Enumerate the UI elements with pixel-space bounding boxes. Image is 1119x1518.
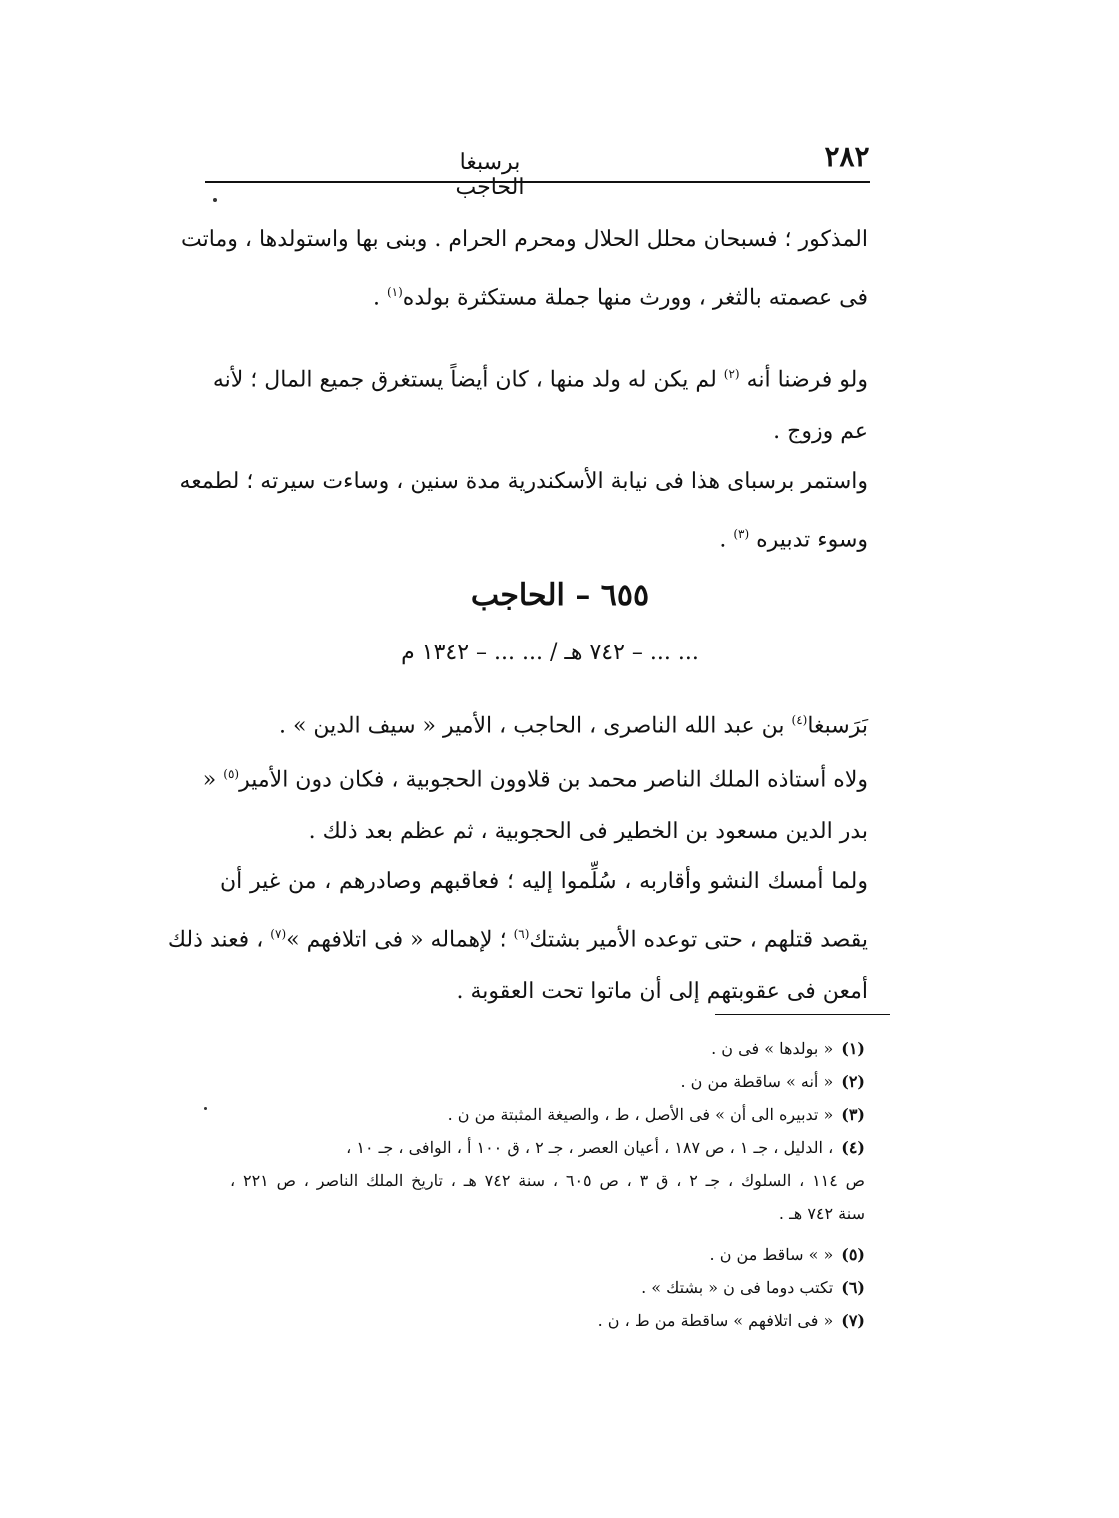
footnote-4-continued: سنة ٧٤٢ هـ . [778,1204,865,1223]
footnotes [230,1032,865,1230]
text-line: بَرَسبغا$^{(٤)}$ بن عبد الله الناصرى ، الحاجب ، الأمير « سيف الدين » . [278,713,868,739]
footnote-marker: (٦) [513,927,530,941]
entry-heading: ٦٥٥ – الحاجب [470,578,650,613]
footnote-4-continued: ص ١١٤ ، السلوك ، جـ ٢ ، ق ٣ ، ص ٦٠٥ ، سنة ٧٤٢ هـ ، تاريخ الملك الناصر ، ص ٢٢١ ، [230,1171,866,1190]
scan-speck [204,1107,207,1110]
text-line: واستمر برسباى هذا فى نيابة الأسكندرية مدة سنين ، وساءت سيرته ؛ لطمعه [179,469,868,494]
footnote-marker: (١) [386,285,403,299]
footnote-5: (٥)« » ساقط من ن . [709,1245,865,1264]
text-line: ولاه أستاذه الملك الناصر محمد بن قلاوون الحجوبية ، فكان دون الأمير$^{(٥)}$ « [202,767,868,793]
text-line: عم وزوج . [773,419,868,445]
footnotes-continued [230,1238,865,1337]
text-line: فى عصمته بالثغر ، وورث منها جملة مستكثرة بولده$^{(١)}$ . [372,285,868,311]
text-line: يقصد قتلهم ، حتى توعده الأمير بشتك$^{(٦)}$ ؛ لإهماله « فى اتلافهم »$^{(٧)}$ ، فعند ذلك [167,927,868,953]
paragraph-prev-2 [212,348,868,458]
paragraph-prev-1 [181,214,868,324]
text-line: وسوء تدبيره $^{(٣)}$ . [719,527,868,553]
footnote-marker: (٧) [270,927,287,941]
paragraph-entry-2 [202,748,868,858]
footnote-marker: (٢) [723,367,740,381]
footnote-marker: (٥) [223,767,240,781]
scan-speck [213,198,217,202]
paragraph-entry-3 [167,856,868,1018]
footnote-marker: (٤) [791,713,808,727]
footnote-1: (١)« بولدها » فى ن . [711,1039,865,1058]
text-line: بدر الدين مسعود بن الخطير فى الحجوبية ، ثم عظم بعد ذلك . [308,819,868,845]
footnote-6: (٦)تكتب دوما فى ن « بشتك » . [641,1278,865,1297]
footnote-3: (٣)« تدبيره الى أن » فى الأصل ، ط ، والصيغة المثبتة من ن . [447,1105,865,1124]
page-number: ٢٨٢ [824,140,870,173]
header-rule [205,181,870,183]
footnote-marker: (٣) [733,527,750,541]
text-line: المذكور ؛ فسبحان محلل الحلال ومحرم الحرام . وبنى بها واستولدها ، وماتت [181,227,868,252]
text-line: ولو فرضنا أنه $^{(٢)}$ لم يكن له ولد منها ، كان أيضاً يستغرق جميع المال ؛ لأنه [212,367,868,393]
text-line: أمعن فى عقوبتهم إلى أن ماتوا تحت العقوبة . [456,979,868,1005]
paragraph-prev-3 [179,456,868,566]
running-title: برسبغا الحاجب [455,150,525,200]
paragraph-entry-1 [220,694,868,752]
entry-dates: ... ... – ٧٤٢ هـ / ... ... – ١٣٤٢ م [401,640,699,665]
footnote-4: (٤)، الدليل ، جـ ١ ، ص ١٨٧ ، أعيان العصر ، جـ ٢ ، ق ١٠٠ أ ، الوافى ، جـ ١٠ ، [346,1138,865,1157]
footnote-7: (٧)« فى اتلافهم » ساقطة من ط ، ن . [597,1311,865,1330]
footnote-rule [715,1014,890,1015]
footnote-2: (٢)« أنه » ساقطة من ن . [680,1072,865,1091]
text-line: ولما أمسك النشو وأقاربه ، سُلِّموا إليه ؛ فعاقبهم وصادرهم ، من غير أن [220,869,868,894]
